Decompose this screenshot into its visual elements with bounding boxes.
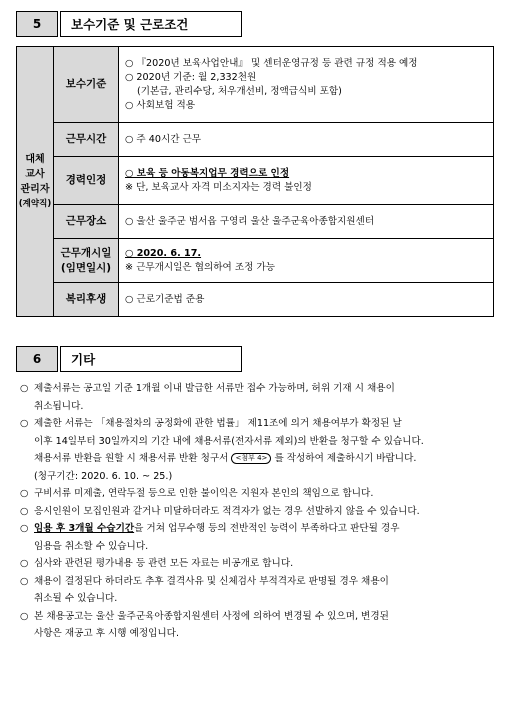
row-label-hours: 근무시간 (54, 123, 119, 157)
list-item: ○ 채용이 결정된다 하더라도 추후 결격사유 및 신체검사 부적격자로 판명될 경우 채용이 취소될 수 있습니다. (20, 575, 389, 604)
list-item: ○ 응시인원이 모집인원과 같거나 미달하더라도 적격자가 없는 경우 선발하지 않을 수 있습니다. (20, 505, 420, 517)
list-item: ○ 제출서류는 공고일 기준 1개월 이내 발급한 서류만 접수 가능하며, 허위 기재 시 채용이 취소됩니다. (20, 383, 395, 412)
list-item: ○ 구비서류 미제출, 연락두절 등으로 인한 불이익은 지원자 본인의 책임으로 합니다. (20, 488, 374, 499)
row-content-career: ○ 보육 등 아동복지업무 경력으로 인정 ※ 단, 보육교사 자격 미소지자는 경력 불인정 (119, 157, 494, 205)
list-item: ○ 심사와 관련된 평가내용 등 관련 모든 자료는 비공개로 합니다. (20, 558, 294, 569)
row-label-pay: 보수기준 (54, 47, 119, 123)
row-label-start-date: 근무개시일 (임면일시) (54, 239, 119, 283)
row-content-hours: ○ 주 40시간 근무 (119, 123, 494, 157)
section-6-header (16, 346, 242, 372)
row-label-welfare: 복리후생 (54, 283, 119, 317)
position-label: 대체 교사 관리자 (계약직) (17, 47, 54, 317)
attachment-chip: <첨부 4> (231, 453, 271, 464)
section-5-title: 보수기준 및 근로조건 (60, 11, 242, 37)
row-content-start-date: ○ 2020. 6. 17. ※ 근무개시일은 협의하여 조정 가능 (119, 239, 494, 283)
other-notes-list (20, 380, 500, 643)
section-5-header (16, 11, 242, 37)
row-content-location: ○ 울산 울주군 범서읍 구영리 울산 울주군육아종합지원센터 (119, 205, 494, 239)
list-item: ○ 본 채용공고는 울산 울주군육아종합지원센터 사정에 의하여 변경될 수 있으며, 변경된 사항은 재공고 후 시행 예정입니다. (20, 610, 389, 639)
work-conditions-table (16, 46, 494, 317)
row-content-welfare: ○ 근로기준법 준용 (119, 283, 494, 317)
section-6-title: 기타 (60, 346, 242, 372)
row-content-pay: ○ 『2020년 보육사업안내』 및 센터운영규정 등 관련 규정 적용 예정 ○ 2020년 기준: 월 2,332천원 (기본급, 관리수당, 처우개선비, 정액급식비 포함) ○ 사회보험 적용 (119, 47, 494, 123)
list-item: ○ 제출한 서류는 「채용절차의 공정화에 관한 법률」 제11조에 의거 채용여부가 확정된 날 이후 14일부터 30일까지의 기간 내에 채용서류(전자서류 제외)의 반환을 청구할 수 있습니다. 채용서류 반환을 원할 시 채용서류 반환 청구서 <첨부 4> 를 작성하여 제출하시기 바랍니다. (청구기간: 2020. 6. 10. ~ 25.) (20, 418, 424, 482)
row-label-career: 경력인정 (54, 157, 119, 205)
row-label-location: 근무장소 (54, 205, 119, 239)
list-item: ○ 임용 후 3개월 수습기간을 거쳐 업무수행 등의 전반적인 능력이 부족하다고 판단될 경우 임용을 취소할 수 있습니다. (20, 523, 400, 552)
section-5-number: 5 (16, 11, 58, 37)
section-6-number: 6 (16, 346, 58, 372)
